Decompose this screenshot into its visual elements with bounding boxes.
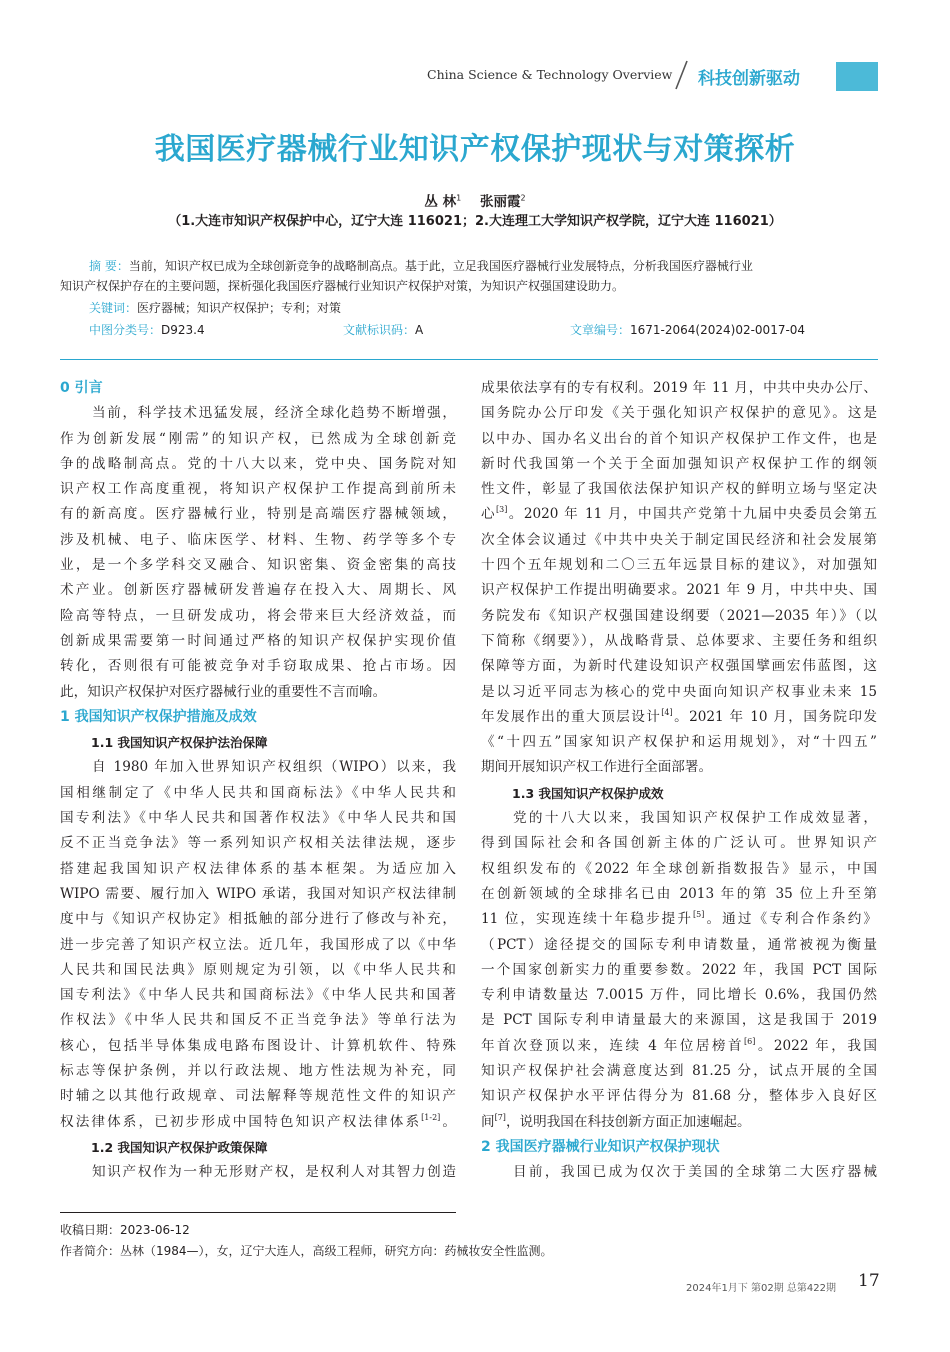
body-line: [481, 1084, 877, 1109]
line-text: 转化，否则很有可能被竞争对手窃取成果、抢占市场。因: [60, 658, 456, 675]
body-line: [481, 502, 877, 527]
journal-name: China Science & Technology Overview: [427, 67, 673, 82]
body-line: [481, 629, 877, 654]
body-line: [481, 705, 877, 730]
body-line: [60, 654, 456, 679]
abstract-label: 摘 要：: [89, 259, 129, 273]
line-text-tail: 。2021 年 10 月，国务院印发: [672, 708, 878, 725]
body-line: [60, 680, 456, 705]
body-line: [481, 1110, 877, 1135]
article-title: 我国医疗器械行业知识产权保护现状与对策探析: [154, 132, 796, 167]
header-slash-icon: [672, 60, 690, 90]
body-line: [481, 958, 877, 983]
header-color-block: [836, 62, 878, 91]
article-label: 文章编号：: [570, 323, 631, 337]
line-text: 1.1 我国知识产权保护法治保障: [91, 735, 268, 751]
line-text: 间: [481, 1113, 495, 1130]
body-line: [481, 1034, 877, 1059]
body-line: [481, 452, 877, 477]
line-text: 权法律体系，已初步形成中国特色知识产权法律体系: [60, 1113, 422, 1130]
citation-ref: [5]: [693, 910, 705, 920]
line-text: 十四个五年规划和二〇三五年远景目标的建议》，对加强知: [481, 557, 877, 574]
citation-ref: [6]: [744, 1036, 756, 1046]
line-text: 国务院办公厅印发《关于强化知识产权保护的意见》。这是: [481, 405, 877, 422]
abstract-line-1: [89, 256, 753, 276]
keywords-label: 关键词：: [89, 301, 138, 315]
body-line: [60, 528, 456, 553]
subsection-heading: [481, 781, 877, 806]
line-text: 得到国际社会和各国创新主体的广泛认可。世界知识产: [481, 835, 877, 852]
line-text: 自 1980 年加入世界知识产权组织（WIPO）以来，我: [92, 759, 456, 776]
line-text: 2 我国医疗器械行业知识产权保护现状: [481, 1138, 720, 1155]
line-text: 时辅之以其他行政规章、司法解释等规范性文件的知识产: [60, 1088, 456, 1105]
citation-ref: [3]: [496, 505, 508, 515]
received-date: 收稿日期：2023-06-12: [60, 1223, 190, 1237]
citation-ref: [4]: [661, 707, 673, 717]
line-text: 专利申请数量达 7.0015 万件，同比增长 0.6%，我国仍然: [481, 987, 877, 1004]
line-text: 有的新高度。医疗器械行业，特别是高端医疗器械领域，: [60, 506, 456, 523]
section-heading: [60, 376, 456, 401]
keywords: [89, 298, 341, 318]
line-text: 进一步完善了知识产权立法。近几年，我国形成了以《中华: [60, 936, 456, 953]
abstract-line-2: 知识产权保护存在的主要问题，探析强化我国医疗器械行业知识产权保护对策，为知识产权强国建设助力。: [60, 279, 625, 293]
body-line: [481, 553, 877, 578]
line-text: 务院发布《知识产权强国建设纲要（2021—2035 年）》（以: [481, 607, 877, 624]
line-text: 核心，包括半导体集成电路布图设计、计算机软件、特殊: [60, 1037, 456, 1054]
line-text: 业，是一个多学科交叉融合、知识密集、资金密集的高技: [60, 557, 456, 574]
abstract-divider: [60, 359, 878, 360]
line-text: 下简称《纲要》），从战略背景、总体要求、主要任务和组织: [481, 632, 877, 649]
line-text: 标志等保护条例，并以行政法规、地方性法规为补充，同: [60, 1063, 456, 1080]
line-text: 1.2 我国知识产权保护政策保障: [91, 1139, 268, 1155]
body-line: [481, 1160, 877, 1185]
author-line: [0, 190, 950, 210]
body-line: [481, 933, 877, 958]
body-line: [481, 907, 877, 932]
body-line: [60, 857, 456, 882]
body-line: [481, 578, 877, 603]
line-text: 1.3 我国知识产权保护成效: [512, 785, 664, 801]
line-text: 目前，我国已成为仅次于美国的全球第二大医疗器械: [513, 1164, 877, 1181]
line-text: 保障等方面，为新时代建设知识产权强国擘画宏伟蓝图，这: [481, 658, 877, 675]
line-text-tail: 。2022 年，我国: [755, 1037, 877, 1054]
line-text: 争的战略制高点。党的十八大以来，党中央、国务院对知: [60, 455, 456, 472]
body-line: [60, 983, 456, 1008]
line-text: 此，知识产权保护对医疗器械行业的重要性不言而喻。: [60, 683, 387, 700]
body-line: [60, 1034, 456, 1059]
article-value: 1671-2064(2024)02-0017-04: [630, 323, 806, 337]
section-name: 科技创新驱动: [698, 69, 800, 89]
line-text: 度中与《知识产权协定》相抵触的部分进行了修改与补充，: [60, 911, 456, 928]
subsection-heading: [60, 1135, 456, 1160]
line-text: 险高等特点，一旦研发成功，将会带来巨大经济效益，而: [60, 607, 456, 624]
body-line: [60, 477, 456, 502]
body-line: [60, 604, 456, 629]
line-text: 《“十四五”国家知识产权保护和运用规划》，对“十四五”: [481, 734, 877, 751]
line-text: 涉及机械、电子、临床医学、材料、生物、药学等多个专: [60, 531, 456, 548]
line-text-tail: ，说明我国在科技创新方面正加速崛起。: [505, 1113, 751, 1130]
line-text: 创新成果需要第一时间通过严格的知识产权保护实现价值: [60, 632, 456, 649]
article-number: [570, 320, 805, 340]
line-text: 知识产权保护社会满意度达到 81.25 分，试点开展的全国: [481, 1063, 877, 1080]
line-text: （PCT）途径提交的国际专利申请数量，通常被视为衡量: [481, 936, 877, 953]
body-line: [481, 528, 877, 553]
body-line: [60, 755, 456, 780]
line-text: 知识产权保护水平评估得分为 81.68 分，整体步入良好区: [481, 1088, 877, 1105]
body-line: [481, 831, 877, 856]
body-line: [60, 907, 456, 932]
line-text: 年发展作出的重大顶层设计: [481, 708, 662, 725]
issue-info: 2024年1月下 第02期 总第422期: [686, 1283, 836, 1294]
body-line: [481, 1008, 877, 1033]
line-text: 国专利法》《中华人民共和国商标法》《中华人民共和国著: [60, 987, 456, 1004]
body-line: [481, 654, 877, 679]
body-line: [60, 882, 456, 907]
line-text: 0 引言: [60, 380, 103, 396]
body-line: [60, 553, 456, 578]
body-line: [60, 502, 456, 527]
doc-value: A: [415, 323, 424, 337]
line-text: 知识产权作为一种无形财产权，是权利人对其智力创造: [92, 1164, 456, 1181]
left-column: [60, 376, 456, 1186]
line-text: 新时代我国第一个关于全面加强知识产权保护工作的纲领: [481, 455, 877, 472]
line-text: 期间开展知识产权工作进行全面部署。: [481, 759, 713, 776]
line-text: 识产权保护工作提出明确要求。2021 年 9 月，中共中央、国: [481, 582, 877, 599]
section-heading: [481, 1135, 877, 1160]
clc-value: D923.4: [161, 323, 205, 337]
line-text: 以中办、国办名义出台的首个知识产权保护工作文件，也是: [481, 430, 877, 447]
line-text: 成果依法享有的专有权利。2019 年 11 月，中共中央办公厅、: [481, 380, 877, 396]
citation-ref: [1-2]: [421, 1112, 441, 1122]
body-line: [60, 1008, 456, 1033]
body-line: [60, 427, 456, 452]
body-line: [481, 730, 877, 755]
abstract-text-1: 当前，知识产权已成为全球创新竞争的战略制高点。基于此，立足我国医疗器械行业发展特点，分析我国医疗器械行业: [128, 259, 753, 273]
author-1-affil-mark: 1: [456, 193, 462, 203]
body-line: [60, 831, 456, 856]
body-line: [60, 781, 456, 806]
body-line: [481, 983, 877, 1008]
line-text: 1 我国知识产权保护措施及成效: [60, 708, 257, 725]
body-line: [481, 857, 877, 882]
body-line: [60, 1160, 456, 1185]
keywords-text: 医疗器械；知识产权保护；专利；对策: [137, 301, 342, 315]
body-line: [481, 376, 877, 401]
line-text: 搭建起我国知识产权法律体系的基本框架。为适应加入: [60, 860, 456, 877]
subsection-heading: [60, 730, 456, 755]
body-line: [481, 427, 877, 452]
right-column: [481, 376, 877, 1186]
line-text: 党的十八大以来，我国知识产权保护工作成效显著，: [513, 810, 877, 827]
clc-label: 中图分类号：: [89, 323, 162, 337]
body-line: [60, 806, 456, 831]
line-text: 在创新领域的全球排名已由 2013 年的第 35 位上升至第: [481, 885, 877, 902]
body-line: [481, 604, 877, 629]
body-line: [60, 933, 456, 958]
affiliations: （1.大连市知识产权保护中心，辽宁大连 116021；2.大连理工大学知识产权学院，辽宁大连 116021）: [168, 214, 782, 229]
author-2: 张丽霞: [480, 194, 521, 210]
body-line: [60, 958, 456, 983]
body-line: [481, 806, 877, 831]
doc-label: 文献标识码：: [343, 323, 416, 337]
body-line: [60, 578, 456, 603]
body-line: [481, 680, 877, 705]
line-text: 性文件，彰显了我国依法保护知识产权的鲜明立场与坚定决: [481, 481, 877, 498]
line-text: 是 PCT 国际专利申请量最大的来源国，这是我国于 2019: [481, 1012, 877, 1029]
body-line: [60, 1110, 456, 1135]
body-line: [481, 401, 877, 426]
line-text: 反不正当竞争法》等一系列知识产权相关法律法规，逐步: [60, 835, 456, 852]
body-line: [481, 882, 877, 907]
body-line: [60, 401, 456, 426]
page-number: 17: [858, 1271, 880, 1291]
line-text: 权组织发布的《2022 年全球创新指数报告》显示，中国: [481, 860, 877, 877]
line-text: 当前，科学技术迅猛发展，经济全球化趋势不断增强，: [92, 405, 456, 422]
line-text: 是以习近平同志为核心的党中央面向知识产权事业未来 15: [481, 683, 877, 700]
body-line: [481, 477, 877, 502]
body-line: [60, 1059, 456, 1084]
author-1: 丛 林: [424, 194, 457, 210]
footnote-divider: [60, 1212, 456, 1213]
body-line: [481, 1059, 877, 1084]
document-code: [343, 320, 423, 340]
line-text: 识产权工作高度重视，将知识产权保护工作提高到前所未: [60, 481, 456, 498]
body-line: [481, 755, 877, 780]
body-line: [60, 452, 456, 477]
line-text: 作权法》《中华人民共和国反不正当竞争法》等单行法为: [60, 1012, 456, 1029]
author-2-affil-mark: 2: [520, 193, 526, 203]
line-text: 11 位，实现连续十年稳步提升: [481, 911, 694, 928]
author-bio: 作者简介：丛林（1984—），女，辽宁大连人，高级工程师，研究方向：药械妆安全性监测。: [60, 1244, 553, 1258]
line-text: 国相继制定了《中华人民共和国商标法》《中华人民共和: [60, 784, 456, 801]
line-text: WIPO 需要、履行加入 WIPO 承诺，我国对知识产权法律制: [60, 885, 456, 902]
line-text: 心: [481, 506, 497, 523]
clc-number: [89, 320, 205, 340]
citation-ref: [7]: [494, 1112, 506, 1122]
line-text-tail: 。2020 年 11 月，中国共产党第十九届中央委员会第五: [507, 506, 878, 523]
line-text: 人民共和国民法典》原则规定为引领，以《中华人民共和: [60, 961, 456, 978]
line-text: 一个国家创新实力的重要参数。2022 年，我国 PCT 国际: [481, 961, 877, 978]
line-text-tail: 。通过《专利合作条约》: [704, 911, 877, 928]
body-line: [60, 629, 456, 654]
line-text: 年首次登顶以来，连续 4 年位居榜首: [481, 1037, 745, 1054]
line-text: 术产业。创新医疗器械研发普遍存在投入大、周期长、风: [60, 582, 456, 599]
line-text-tail: 。: [440, 1113, 456, 1130]
section-heading: [60, 705, 456, 730]
line-text: 国专利法》《中华人民共和国著作权法》《中华人民共和国: [60, 810, 456, 827]
line-text: 次全体会议通过《中共中央关于制定国民经济和社会发展第: [481, 531, 877, 548]
line-text: 作为创新发展“刚需”的知识产权，已然成为全球创新竞: [60, 430, 456, 447]
body-line: [60, 1084, 456, 1109]
